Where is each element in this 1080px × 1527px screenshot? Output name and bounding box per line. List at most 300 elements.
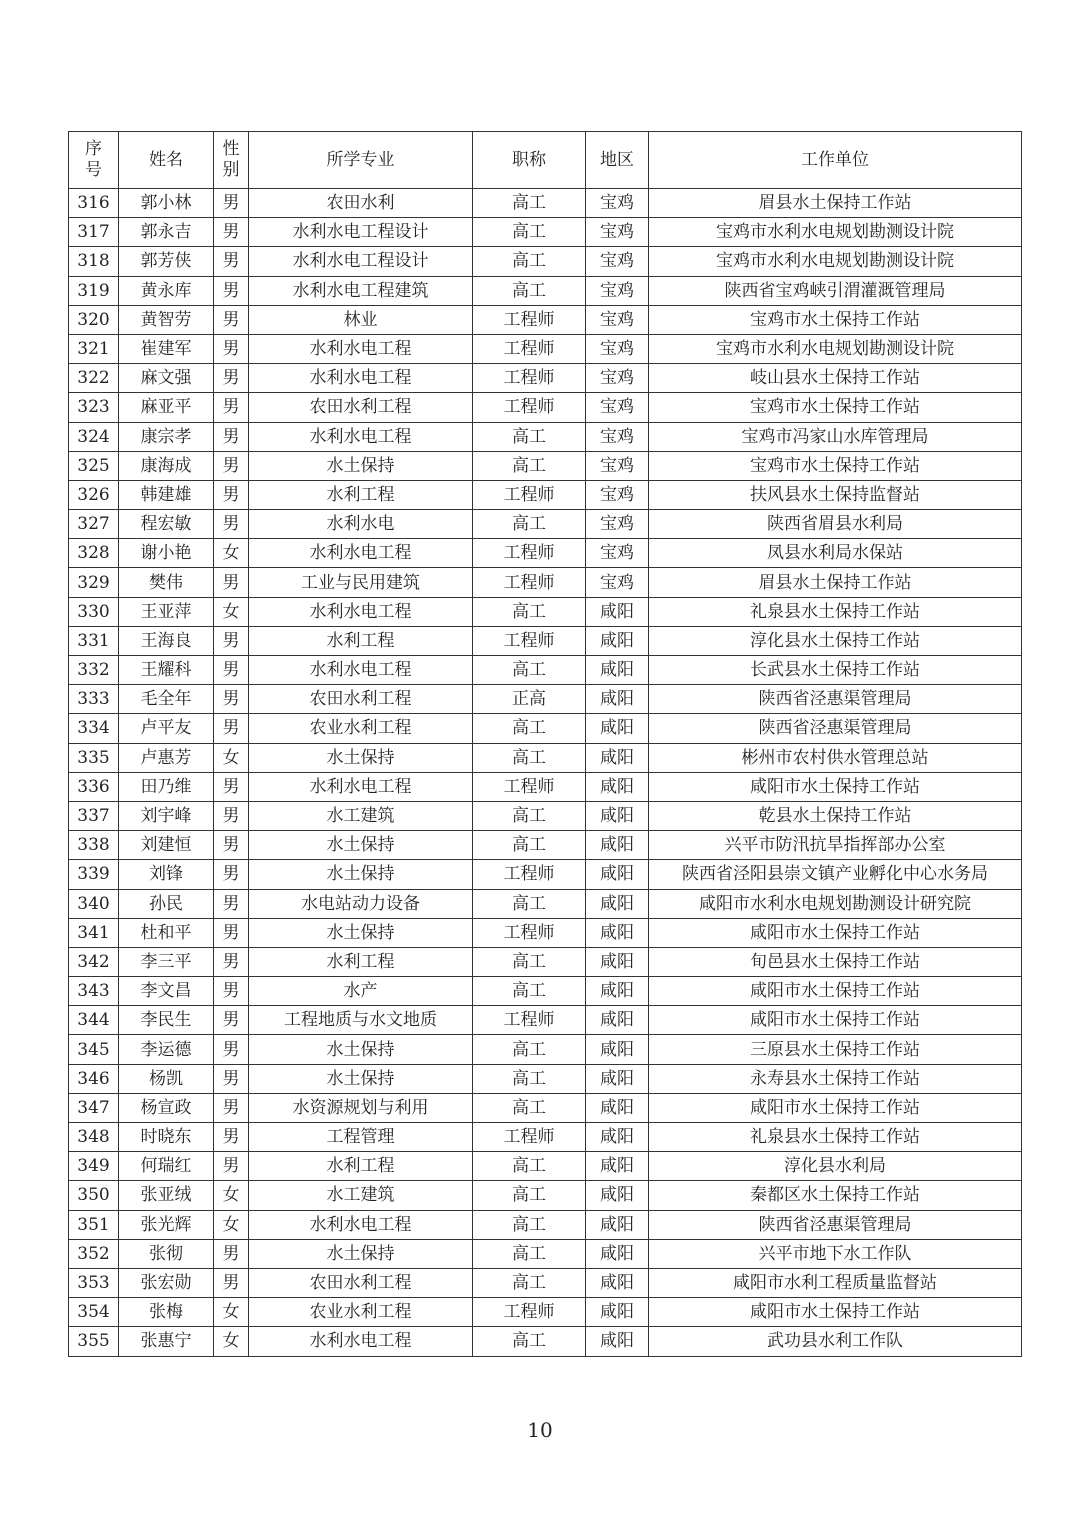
cell-name: 卢惠芳 <box>119 743 214 772</box>
cell-gender: 女 <box>214 1181 249 1210</box>
cell-major: 水利水电工程建筑 <box>249 276 473 305</box>
cell-region: 宝鸡 <box>586 480 649 509</box>
table-row <box>69 743 1022 772</box>
cell-gender: 男 <box>214 947 249 976</box>
cell-region: 宝鸡 <box>586 422 649 451</box>
cell-region: 咸阳 <box>586 977 649 1006</box>
cell-gender: 男 <box>214 801 249 830</box>
cell-major: 水土保持 <box>249 743 473 772</box>
cell-title: 工程师 <box>473 1298 586 1327</box>
table-row <box>69 801 1022 830</box>
cell-major: 水土保持 <box>249 1035 473 1064</box>
header-name: 姓名 <box>119 132 214 189</box>
table-row <box>69 714 1022 743</box>
cell-title: 工程师 <box>473 918 586 947</box>
cell-gender: 男 <box>214 305 249 334</box>
cell-name: 黄智劳 <box>119 305 214 334</box>
cell-employer: 岐山县水土保持工作站 <box>649 364 1022 393</box>
cell-gender: 男 <box>214 480 249 509</box>
cell-employer: 宝鸡市水利水电规划勘测设计院 <box>649 247 1022 276</box>
cell-index: 346 <box>69 1064 119 1093</box>
cell-index: 355 <box>69 1327 119 1356</box>
cell-gender: 男 <box>214 685 249 714</box>
table-row <box>69 1239 1022 1268</box>
cell-gender: 男 <box>214 364 249 393</box>
cell-region: 咸阳 <box>586 1327 649 1356</box>
cell-index: 320 <box>69 305 119 334</box>
cell-title: 工程师 <box>473 568 586 597</box>
cell-index: 331 <box>69 626 119 655</box>
table-row <box>69 597 1022 626</box>
cell-region: 咸阳 <box>586 1268 649 1297</box>
cell-employer: 宝鸡市水土保持工作站 <box>649 393 1022 422</box>
cell-title: 正高 <box>473 685 586 714</box>
cell-major: 水土保持 <box>249 1239 473 1268</box>
cell-name: 张梅 <box>119 1298 214 1327</box>
cell-title: 高工 <box>473 1239 586 1268</box>
cell-gender: 男 <box>214 334 249 363</box>
cell-index: 350 <box>69 1181 119 1210</box>
cell-employer: 咸阳市水土保持工作站 <box>649 1093 1022 1122</box>
cell-name: 时晓东 <box>119 1123 214 1152</box>
cell-gender: 男 <box>214 189 249 218</box>
cell-name: 刘宇峰 <box>119 801 214 830</box>
table-row <box>69 1298 1022 1327</box>
cell-region: 宝鸡 <box>586 334 649 363</box>
cell-region: 咸阳 <box>586 1006 649 1035</box>
cell-region: 咸阳 <box>586 860 649 889</box>
cell-employer: 宝鸡市水利水电规划勘测设计院 <box>649 334 1022 363</box>
cell-region: 咸阳 <box>586 831 649 860</box>
cell-employer: 礼泉县水土保持工作站 <box>649 597 1022 626</box>
cell-title: 高工 <box>473 977 586 1006</box>
cell-title: 高工 <box>473 451 586 480</box>
cell-name: 张光辉 <box>119 1210 214 1239</box>
cell-region: 咸阳 <box>586 656 649 685</box>
cell-major: 水土保持 <box>249 1064 473 1093</box>
header-row <box>69 132 1022 189</box>
table-row <box>69 1210 1022 1239</box>
cell-name: 何瑞红 <box>119 1152 214 1181</box>
cell-title: 工程师 <box>473 393 586 422</box>
table-row <box>69 977 1022 1006</box>
header-gender-line-1: 性 <box>222 139 240 159</box>
cell-major: 农田水利工程 <box>249 393 473 422</box>
table-row <box>69 1123 1022 1152</box>
page-number: 10 <box>527 1418 553 1442</box>
cell-name: 黄永库 <box>119 276 214 305</box>
cell-index: 317 <box>69 218 119 247</box>
cell-title: 高工 <box>473 1064 586 1093</box>
cell-title: 工程师 <box>473 305 586 334</box>
cell-name: 张宏勋 <box>119 1268 214 1297</box>
cell-name: 郭芳侠 <box>119 247 214 276</box>
cell-major: 水利水电工程设计 <box>249 247 473 276</box>
cell-name: 王亚萍 <box>119 597 214 626</box>
cell-name: 张亚绒 <box>119 1181 214 1210</box>
cell-index: 316 <box>69 189 119 218</box>
header-employer: 工作单位 <box>649 132 1022 189</box>
cell-title: 工程师 <box>473 480 586 509</box>
cell-index: 321 <box>69 334 119 363</box>
cell-gender: 女 <box>214 1327 249 1356</box>
cell-title: 高工 <box>473 1181 586 1210</box>
cell-name: 刘锋 <box>119 860 214 889</box>
table-row <box>69 334 1022 363</box>
cell-index: 333 <box>69 685 119 714</box>
cell-name: 张惠宁 <box>119 1327 214 1356</box>
header-index-line-1: 序 <box>85 139 102 159</box>
cell-index: 330 <box>69 597 119 626</box>
cell-index: 352 <box>69 1239 119 1268</box>
cell-employer: 陕西省泾惠渠管理局 <box>649 1210 1022 1239</box>
cell-major: 农业水利工程 <box>249 714 473 743</box>
cell-name: 崔建军 <box>119 334 214 363</box>
cell-index: 339 <box>69 860 119 889</box>
cell-name: 卢平友 <box>119 714 214 743</box>
cell-title: 工程师 <box>473 860 586 889</box>
cell-index: 329 <box>69 568 119 597</box>
table-row <box>69 276 1022 305</box>
cell-index: 353 <box>69 1268 119 1297</box>
cell-name: 李三平 <box>119 947 214 976</box>
cell-index: 325 <box>69 451 119 480</box>
cell-gender: 男 <box>214 568 249 597</box>
header-index <box>69 132 119 189</box>
cell-name: 杨宣政 <box>119 1093 214 1122</box>
cell-title: 高工 <box>473 1093 586 1122</box>
cell-gender: 男 <box>214 918 249 947</box>
cell-gender: 男 <box>214 626 249 655</box>
cell-major: 水利水电工程 <box>249 422 473 451</box>
cell-employer: 长武县水土保持工作站 <box>649 656 1022 685</box>
cell-title: 高工 <box>473 218 586 247</box>
cell-title: 高工 <box>473 510 586 539</box>
cell-employer: 扶风县水土保持监督站 <box>649 480 1022 509</box>
cell-name: 张彻 <box>119 1239 214 1268</box>
cell-region: 咸阳 <box>586 714 649 743</box>
cell-title: 高工 <box>473 656 586 685</box>
cell-region: 咸阳 <box>586 1210 649 1239</box>
cell-index: 347 <box>69 1093 119 1122</box>
cell-region: 咸阳 <box>586 1181 649 1210</box>
cell-major: 工程管理 <box>249 1123 473 1152</box>
cell-major: 水利水电工程 <box>249 1210 473 1239</box>
table-row <box>69 247 1022 276</box>
cell-region: 咸阳 <box>586 685 649 714</box>
table-row <box>69 685 1022 714</box>
cell-region: 宝鸡 <box>586 189 649 218</box>
cell-title: 工程师 <box>473 1006 586 1035</box>
cell-employer: 陕西省泾惠渠管理局 <box>649 685 1022 714</box>
cell-title: 高工 <box>473 1327 586 1356</box>
cell-index: 336 <box>69 772 119 801</box>
cell-region: 咸阳 <box>586 1093 649 1122</box>
cell-index: 335 <box>69 743 119 772</box>
cell-gender: 男 <box>214 831 249 860</box>
cell-gender: 男 <box>214 393 249 422</box>
cell-name: 麻亚平 <box>119 393 214 422</box>
cell-name: 韩建雄 <box>119 480 214 509</box>
table-row <box>69 860 1022 889</box>
cell-index: 354 <box>69 1298 119 1327</box>
table-row <box>69 626 1022 655</box>
cell-employer: 秦都区水土保持工作站 <box>649 1181 1022 1210</box>
cell-gender: 男 <box>214 1064 249 1093</box>
cell-region: 咸阳 <box>586 772 649 801</box>
cell-index: 337 <box>69 801 119 830</box>
cell-gender: 男 <box>214 1006 249 1035</box>
cell-major: 水利水电 <box>249 510 473 539</box>
cell-region: 宝鸡 <box>586 276 649 305</box>
cell-index: 345 <box>69 1035 119 1064</box>
cell-title: 工程师 <box>473 334 586 363</box>
cell-gender: 男 <box>214 860 249 889</box>
cell-employer: 武功县水利工作队 <box>649 1327 1022 1356</box>
cell-name: 杜和平 <box>119 918 214 947</box>
cell-title: 高工 <box>473 276 586 305</box>
table-row <box>69 947 1022 976</box>
header-gender <box>214 132 249 189</box>
cell-major: 农田水利工程 <box>249 1268 473 1297</box>
cell-index: 340 <box>69 889 119 918</box>
cell-region: 咸阳 <box>586 1239 649 1268</box>
cell-employer: 陕西省泾惠渠管理局 <box>649 714 1022 743</box>
cell-major: 林业 <box>249 305 473 334</box>
cell-name: 麻文强 <box>119 364 214 393</box>
cell-name: 李民生 <box>119 1006 214 1035</box>
cell-gender: 男 <box>214 772 249 801</box>
cell-region: 宝鸡 <box>586 451 649 480</box>
cell-region: 咸阳 <box>586 1064 649 1093</box>
table-row <box>69 364 1022 393</box>
table-row <box>69 1327 1022 1356</box>
cell-index: 349 <box>69 1152 119 1181</box>
cell-major: 水土保持 <box>249 451 473 480</box>
cell-employer: 陕西省泾阳县崇文镇产业孵化中心水务局 <box>649 860 1022 889</box>
cell-gender: 男 <box>214 714 249 743</box>
cell-employer: 礼泉县水土保持工作站 <box>649 1123 1022 1152</box>
cell-region: 宝鸡 <box>586 305 649 334</box>
table-row <box>69 422 1022 451</box>
cell-title: 高工 <box>473 714 586 743</box>
cell-title: 高工 <box>473 801 586 830</box>
cell-major: 水土保持 <box>249 860 473 889</box>
cell-employer: 兴平市地下水工作队 <box>649 1239 1022 1268</box>
cell-gender: 男 <box>214 218 249 247</box>
cell-region: 咸阳 <box>586 1123 649 1152</box>
cell-region: 咸阳 <box>586 947 649 976</box>
cell-index: 322 <box>69 364 119 393</box>
cell-index: 328 <box>69 539 119 568</box>
cell-major: 农田水利工程 <box>249 685 473 714</box>
cell-region: 咸阳 <box>586 801 649 830</box>
cell-major: 水利工程 <box>249 947 473 976</box>
personnel-table <box>68 131 1022 1357</box>
cell-gender: 男 <box>214 1123 249 1152</box>
cell-major: 水土保持 <box>249 918 473 947</box>
table-row <box>69 1093 1022 1122</box>
cell-gender: 男 <box>214 889 249 918</box>
cell-title: 高工 <box>473 1210 586 1239</box>
cell-name: 郭小林 <box>119 189 214 218</box>
cell-title: 工程师 <box>473 539 586 568</box>
cell-name: 李文昌 <box>119 977 214 1006</box>
cell-title: 高工 <box>473 1268 586 1297</box>
cell-region: 咸阳 <box>586 1035 649 1064</box>
table-row <box>69 889 1022 918</box>
cell-employer: 旬邑县水土保持工作站 <box>649 947 1022 976</box>
cell-employer: 咸阳市水土保持工作站 <box>649 772 1022 801</box>
table-row <box>69 393 1022 422</box>
table-row <box>69 1006 1022 1035</box>
cell-employer: 眉县水土保持工作站 <box>649 568 1022 597</box>
table-row <box>69 831 1022 860</box>
cell-employer: 咸阳市水利水电规划勘测设计研究院 <box>649 889 1022 918</box>
cell-employer: 三原县水土保持工作站 <box>649 1035 1022 1064</box>
header-region: 地区 <box>586 132 649 189</box>
cell-major: 水利工程 <box>249 480 473 509</box>
cell-gender: 男 <box>214 1268 249 1297</box>
cell-name: 康海成 <box>119 451 214 480</box>
table-row <box>69 656 1022 685</box>
cell-region: 宝鸡 <box>586 247 649 276</box>
cell-index: 344 <box>69 1006 119 1035</box>
cell-name: 樊伟 <box>119 568 214 597</box>
cell-major: 水工建筑 <box>249 1181 473 1210</box>
cell-major: 工程地质与水文地质 <box>249 1006 473 1035</box>
header-gender-line-2: 别 <box>222 160 240 180</box>
table-row <box>69 510 1022 539</box>
cell-gender: 男 <box>214 422 249 451</box>
cell-title: 高工 <box>473 247 586 276</box>
table-row <box>69 1152 1022 1181</box>
cell-region: 宝鸡 <box>586 364 649 393</box>
cell-name: 毛全年 <box>119 685 214 714</box>
cell-employer: 凤县水利局水保站 <box>649 539 1022 568</box>
cell-employer: 咸阳市水利工程质量监督站 <box>649 1268 1022 1297</box>
cell-index: 338 <box>69 831 119 860</box>
cell-name: 刘建恒 <box>119 831 214 860</box>
cell-title: 工程师 <box>473 772 586 801</box>
cell-employer: 咸阳市水土保持工作站 <box>649 977 1022 1006</box>
cell-title: 工程师 <box>473 1123 586 1152</box>
cell-employer: 淳化县水利局 <box>649 1152 1022 1181</box>
cell-index: 342 <box>69 947 119 976</box>
cell-gender: 男 <box>214 510 249 539</box>
cell-title: 工程师 <box>473 626 586 655</box>
table-row <box>69 1268 1022 1297</box>
cell-gender: 男 <box>214 1093 249 1122</box>
table-row <box>69 451 1022 480</box>
cell-index: 341 <box>69 918 119 947</box>
cell-index: 318 <box>69 247 119 276</box>
cell-employer: 咸阳市水土保持工作站 <box>649 1006 1022 1035</box>
table-row <box>69 539 1022 568</box>
cell-gender: 男 <box>214 656 249 685</box>
cell-index: 319 <box>69 276 119 305</box>
table-body <box>69 189 1022 1357</box>
cell-region: 咸阳 <box>586 597 649 626</box>
cell-major: 水利水电工程 <box>249 597 473 626</box>
cell-gender: 女 <box>214 1298 249 1327</box>
cell-gender: 男 <box>214 1035 249 1064</box>
cell-region: 咸阳 <box>586 889 649 918</box>
cell-region: 宝鸡 <box>586 218 649 247</box>
cell-major: 水利水电工程 <box>249 539 473 568</box>
cell-gender: 男 <box>214 247 249 276</box>
table-row <box>69 480 1022 509</box>
cell-index: 324 <box>69 422 119 451</box>
header-index-line-2: 号 <box>85 160 102 180</box>
cell-region: 宝鸡 <box>586 568 649 597</box>
cell-major: 水工建筑 <box>249 801 473 830</box>
cell-gender: 女 <box>214 1210 249 1239</box>
cell-index: 327 <box>69 510 119 539</box>
table-row <box>69 1035 1022 1064</box>
cell-index: 334 <box>69 714 119 743</box>
cell-gender: 男 <box>214 1239 249 1268</box>
cell-employer: 兴平市防汛抗旱指挥部办公室 <box>649 831 1022 860</box>
cell-major: 水利水电工程 <box>249 334 473 363</box>
cell-title: 高工 <box>473 947 586 976</box>
table-header <box>69 132 1022 189</box>
cell-major: 水利水电工程设计 <box>249 218 473 247</box>
cell-employer: 陕西省宝鸡峡引渭灌溉管理局 <box>649 276 1022 305</box>
cell-gender: 男 <box>214 977 249 1006</box>
cell-name: 程宏敏 <box>119 510 214 539</box>
cell-title: 高工 <box>473 1035 586 1064</box>
cell-gender: 男 <box>214 451 249 480</box>
table-row <box>69 305 1022 334</box>
cell-employer: 宝鸡市水土保持工作站 <box>649 305 1022 334</box>
cell-region: 咸阳 <box>586 918 649 947</box>
cell-major: 水利水电工程 <box>249 656 473 685</box>
cell-title: 工程师 <box>473 364 586 393</box>
cell-employer: 宝鸡市冯家山水库管理局 <box>649 422 1022 451</box>
cell-name: 王耀科 <box>119 656 214 685</box>
cell-gender: 女 <box>214 743 249 772</box>
cell-name: 杨凯 <box>119 1064 214 1093</box>
cell-name: 王海良 <box>119 626 214 655</box>
cell-title: 高工 <box>473 189 586 218</box>
cell-region: 咸阳 <box>586 1298 649 1327</box>
cell-name: 孙民 <box>119 889 214 918</box>
cell-name: 田乃维 <box>119 772 214 801</box>
table-row <box>69 568 1022 597</box>
cell-employer: 彬州市农村供水管理总站 <box>649 743 1022 772</box>
cell-gender: 女 <box>214 539 249 568</box>
cell-major: 水利水电工程 <box>249 772 473 801</box>
table-row <box>69 918 1022 947</box>
cell-major: 农田水利 <box>249 189 473 218</box>
cell-gender: 男 <box>214 1152 249 1181</box>
cell-index: 348 <box>69 1123 119 1152</box>
table-row <box>69 189 1022 218</box>
cell-index: 326 <box>69 480 119 509</box>
table-row <box>69 772 1022 801</box>
cell-region: 咸阳 <box>586 626 649 655</box>
cell-major: 水利工程 <box>249 1152 473 1181</box>
cell-index: 323 <box>69 393 119 422</box>
cell-region: 宝鸡 <box>586 393 649 422</box>
cell-employer: 淳化县水土保持工作站 <box>649 626 1022 655</box>
cell-name: 康宗孝 <box>119 422 214 451</box>
cell-employer: 宝鸡市水土保持工作站 <box>649 451 1022 480</box>
cell-gender: 男 <box>214 276 249 305</box>
cell-region: 宝鸡 <box>586 510 649 539</box>
cell-major: 水电站动力设备 <box>249 889 473 918</box>
